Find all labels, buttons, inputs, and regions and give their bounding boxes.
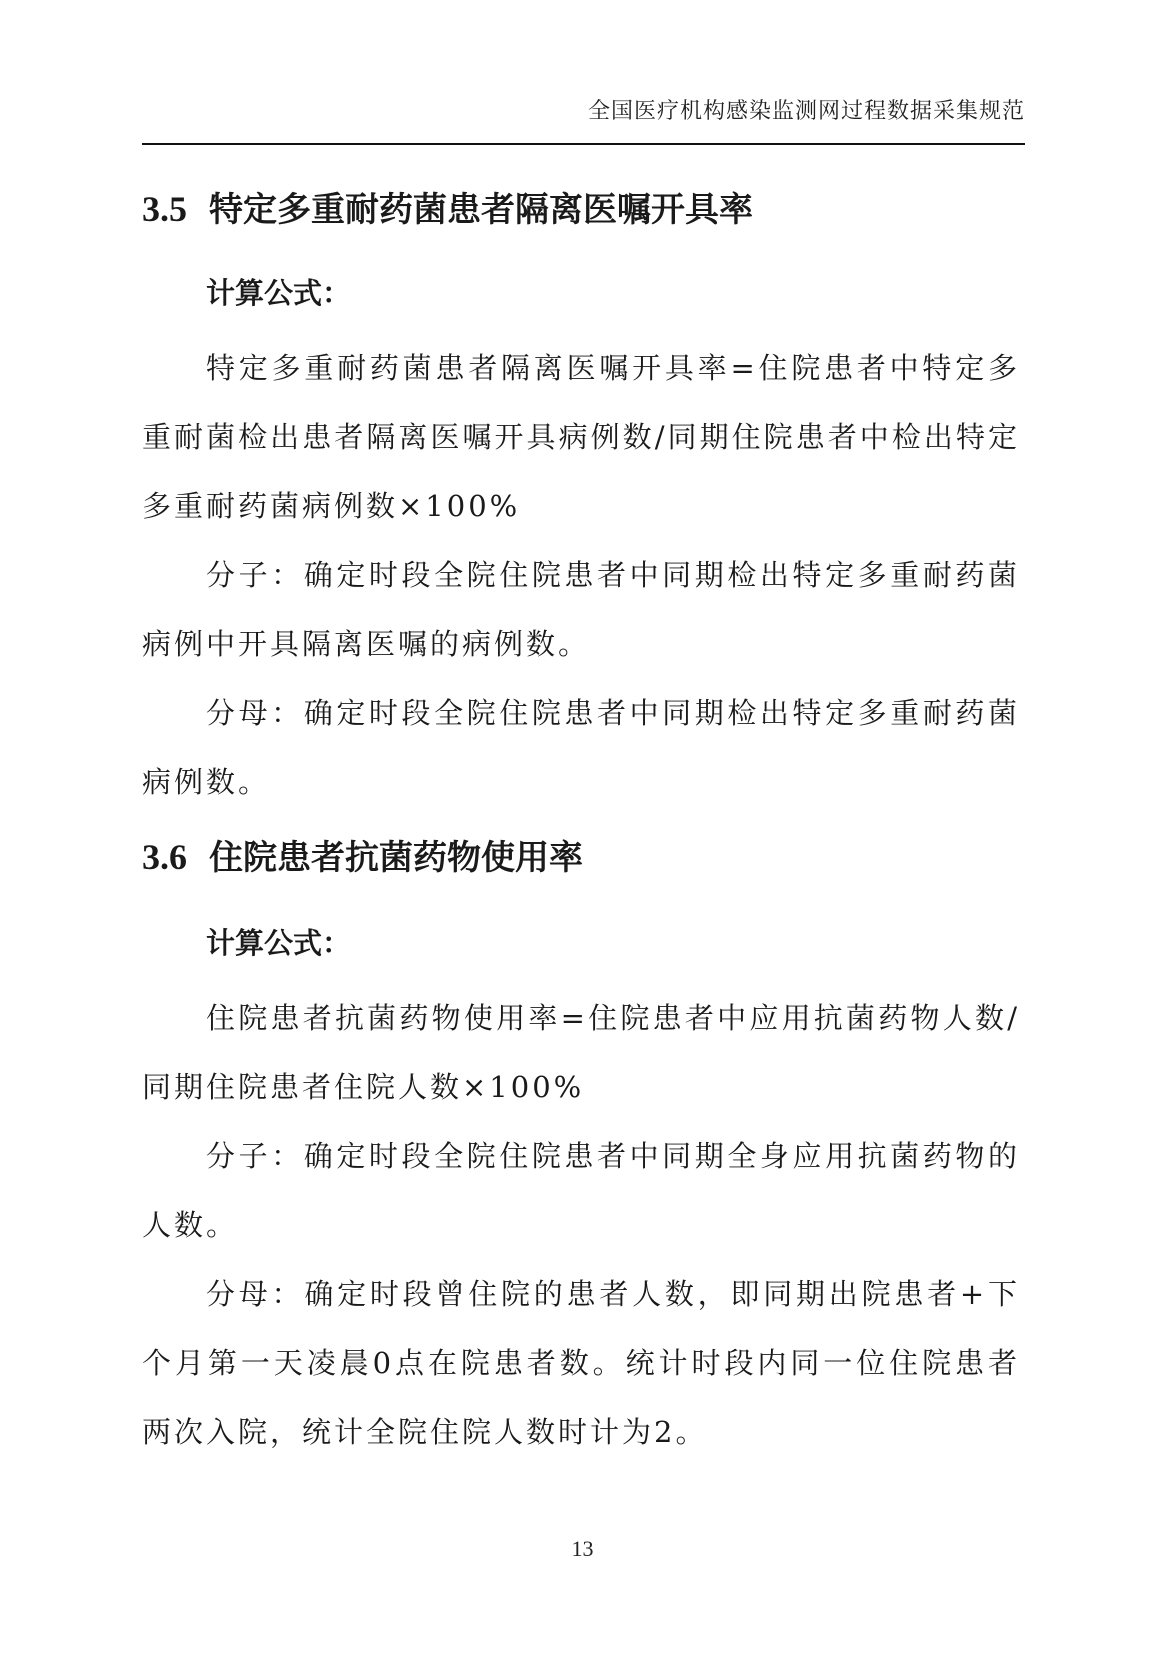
running-header: 全国医疗机构感染监测网过程数据采集规范 [587, 99, 1025, 124]
section-heading [142, 189, 1020, 230]
header-rule [142, 143, 1025, 145]
section-title: 住院患者抗菌药物使用率 [209, 838, 583, 878]
denominator-text: 分母：确定时段曾住院的患者人数，即同期出院患者+下个月第一天凌晨0点在院患者数。统计时段内同一位住院患者两次入院，统计全院住院人数时计为2。 [142, 1277, 1020, 1449]
section-number: 3.6 [142, 837, 187, 877]
formula-label: 计算公式： [206, 276, 352, 310]
formula-text: 特定多重耐药菌患者隔离医嘱开具率=住院患者中特定多重耐菌检出患者隔离医嘱开具病例数/同期住院患者中检出特定多重耐药菌病例数×100% [142, 351, 1020, 523]
section-number: 3.5 [142, 189, 187, 229]
denominator-text: 分母：确定时段全院住院患者中同期检出特定多重耐药菌病例数。 [142, 696, 1020, 799]
section-3-6 [142, 839, 1020, 1467]
formula-label: 计算公式： [206, 926, 352, 960]
section-heading [142, 837, 1020, 878]
page-content [142, 175, 1020, 1467]
formula-text: 住院患者抗菌药物使用率=住院患者中应用抗菌药物人数/同期住院患者住院人数×100% [142, 1001, 1020, 1104]
section-3-5 [142, 191, 1020, 817]
numerator-text: 分子：确定时段全院住院患者中同期全身应用抗菌药物的人数。 [142, 1139, 1020, 1242]
page-number: 13 [571, 1536, 594, 1561]
numerator-text: 分子：确定时段全院住院患者中同期检出特定多重耐药菌病例中开具隔离医嘱的病例数。 [142, 558, 1020, 661]
section-title: 特定多重耐药菌患者隔离医嘱开具率 [209, 190, 753, 230]
